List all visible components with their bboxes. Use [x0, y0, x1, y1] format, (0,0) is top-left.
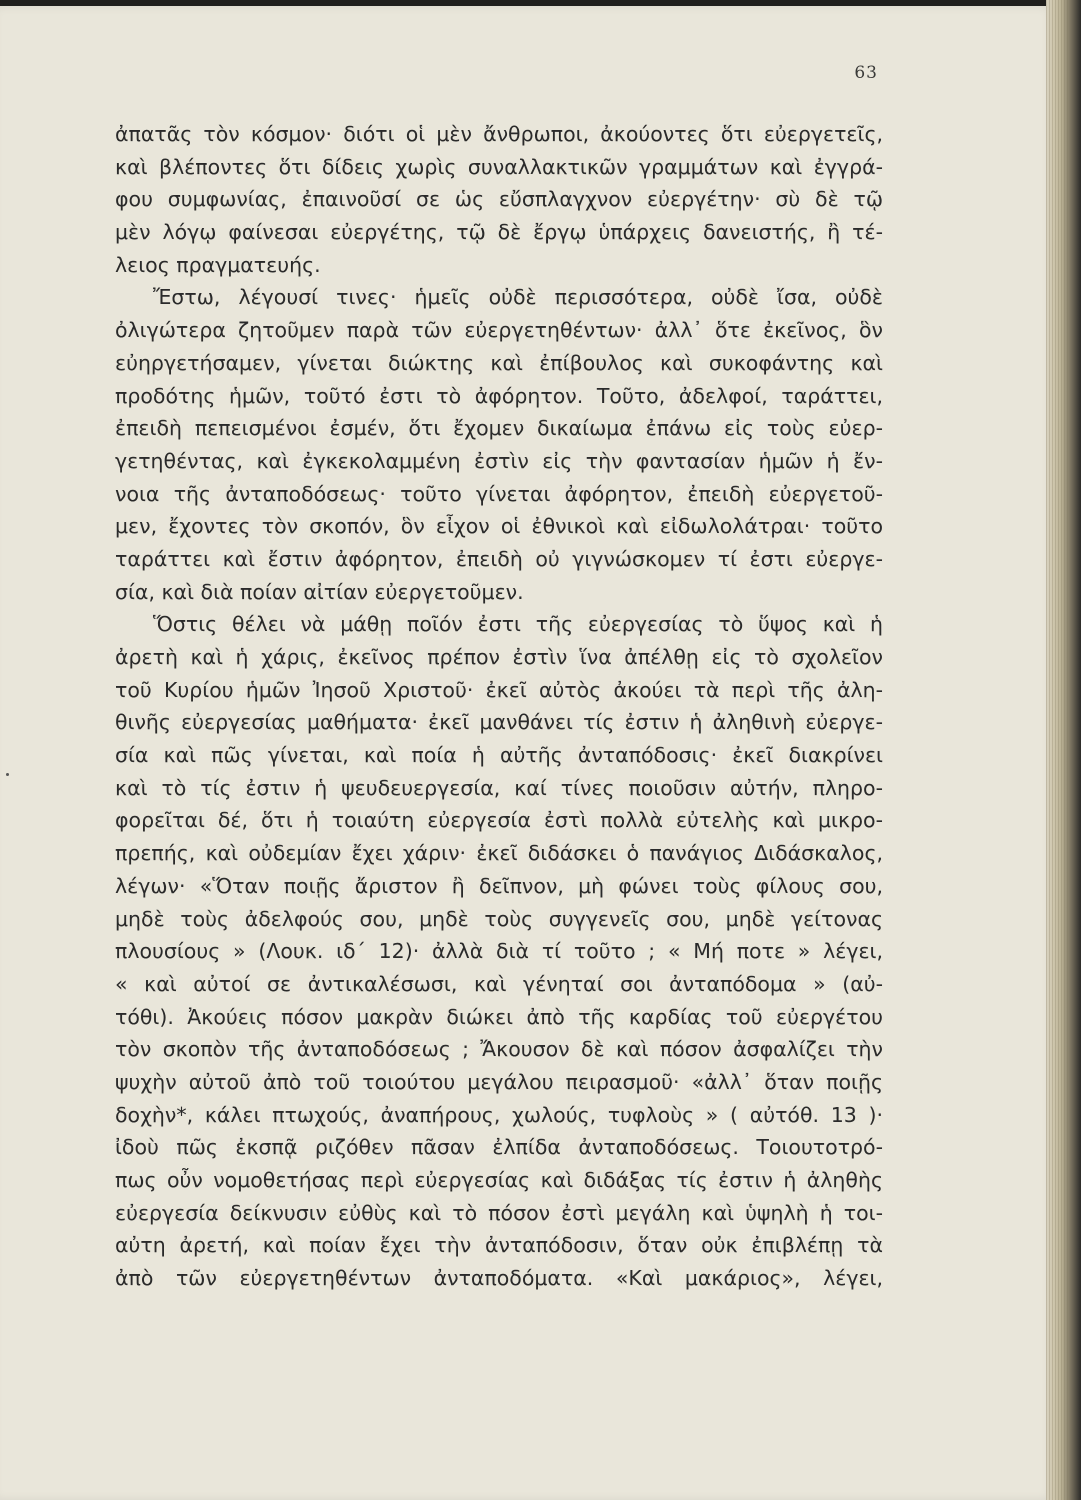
text-line: τοῦ Κυρίου ἡμῶν Ἰησοῦ Χριστοῦ· ἐκεῖ αὐτὸς ἀκούει τὰ περὶ τῆς ἀλη-	[115, 677, 883, 702]
text-line: εὐεργεσία δείκνυσιν εὐθὺς καὶ τὸ πόσον ἐστὶ μεγάλη καὶ ὑψηλὴ ἡ τοι-	[115, 1200, 883, 1225]
text-line: ἀπὸ τῶν εὐεργετηθέντων ἀνταποδόματα. «Καὶ μακάριος», λέγει,	[115, 1266, 883, 1291]
text-line: εὐηργετήσαμεν, γίνεται διώκτης καὶ ἐπίβουλος καὶ συκοφάντης καὶ	[115, 350, 883, 375]
text-line: μηδὲ τοὺς ἀδελφούς σου, μηδὲ τοὺς συγγενεῖς σου, μηδὲ γείτονας	[115, 906, 883, 931]
text-line: σία καὶ πῶς γίνεται, καὶ ποία ἡ αὐτῆς ἀνταπόδοσις· ἐκεῖ διακρίνει	[115, 743, 883, 768]
paragraph-start-line: Ὅστις θέλει νὰ μάθῃ ποῖόν ἐστι τῆς εὐεργεσίας τὸ ὕψος καὶ ἡ	[153, 612, 883, 637]
text-line: νοια τῆς ἀνταποδόσεως· τοῦτο γίνεται ἀφόρητον, ἐπειδὴ εὐεργετοῦ-	[115, 481, 883, 506]
page-number: 63	[854, 63, 878, 83]
text-line: ἐπειδὴ πεπεισμένοι ἐσμέν, ὅτι ἔχομεν δικαίωμα ἐπάνω εἰς τοὺς εὐερ-	[115, 416, 883, 441]
text-line: ἰδοὺ πῶς ἐκσπᾷ ριζόθεν πᾶσαν ἐλπίδα ἀνταποδόσεως. Τοιουτοτρό-	[115, 1135, 883, 1160]
text-line: καὶ τὸ τίς ἐστιν ἡ ψευδευεργεσία, καί τίνες ποιοῦσιν αὐτήν, πληρο-	[115, 775, 883, 800]
text-line: ψυχὴν αὐτοῦ ἀπὸ τοῦ τοιούτου μεγάλου πειρασμοῦ· «ἀλλ᾽ ὅταν ποιῇς	[115, 1069, 883, 1094]
text-line: σία, καὶ διὰ ποίαν αἰτίαν εὐεργετοῦμεν.	[115, 579, 524, 604]
text-line: φου συμφωνίας, ἐπαινοῦσί σε ὡς εὔσπλαγχνον εὐεργέτην· σὺ δὲ τῷ	[115, 187, 883, 212]
text-line: γετηθέντας, καὶ ἐγκεκολαμμένη ἐστὶν εἰς τὴν φαντασίαν ἡμῶν ἡ ἔν-	[115, 448, 883, 473]
text-line: πλουσίους » (Λουκ. ιδ΄ 12)· ἀλλὰ διὰ τί τοῦτο ; « Μή ποτε » λέγει,	[115, 939, 883, 964]
text-line: ταράττει καὶ ἔστιν ἀφόρητον, ἐπειδὴ οὐ γιγνώσκομεν τί ἐστι εὐεργε-	[115, 546, 883, 571]
text-line: λέγων· «Ὅταν ποιῇς ἄριστον ἢ δεῖπνον, μὴ φώνει τοὺς φίλους σου,	[115, 873, 883, 898]
text-line: ἀπατᾶς τὸν κόσμον· διότι οἱ μὲν ἄνθρωποι, ἀκούοντες ὅτι εὐεργετεῖς,	[115, 122, 883, 146]
text-line: αὐτη ἀρετή, καὶ ποίαν ἔχει τὴν ἀνταπόδοσιν, ὅταν οὐκ ἐπιβλέπῃ τὰ	[115, 1233, 883, 1258]
text-line: φορεῖται δέ, ὅτι ἡ τοιαύτη εὐεργεσία ἐστὶ πολλὰ εὐτελὴς καὶ μικρο-	[115, 808, 883, 833]
text-line: θινῆς εὐεργεσίας μαθήματα· ἐκεῖ μανθάνει τίς ἐστιν ἡ ἀληθινὴ εὐεργε-	[115, 710, 883, 735]
scan-speck	[6, 773, 9, 776]
body-text	[115, 118, 883, 1295]
paragraph-start-line: Ἔστω, λέγουσί τινες· ἡμεῖς οὐδὲ περισσότερα, οὐδὲ ἴσα, οὐδὲ	[153, 285, 883, 310]
text-line: τὸν σκοπὸν τῆς ἀνταποδόσεως ; Ἄκουσον δὲ καὶ πόσον ἀσφαλίζει τὴν	[115, 1037, 883, 1062]
text-line: ἀρετὴ καὶ ἡ χάρις, ἐκεῖνος πρέπον ἐστὶν ἵνα ἀπέλθῃ εἰς τὸ σχολεῖον	[115, 645, 883, 669]
text-line: μὲν λόγῳ φαίνεσαι εὐεργέτης, τῷ δὲ ἔργῳ ὑπάρχεις δανειστής, ἢ τέ-	[115, 220, 883, 245]
text-line: μεν, ἔχοντες τὸν σκοπόν, ὃν εἶχον οἱ ἐθνικοὶ καὶ εἰδωλολάτραι· τοῦτο	[115, 514, 883, 539]
text-line: πρεπής, καὶ οὐδεμίαν ἔχει χάριν· ἐκεῖ διδάσκει ὁ πανάγιος Διδάσκαλος,	[115, 841, 883, 866]
text-line: δοχὴν*, κάλει πτωχούς, ἀναπήρους, χωλούς, τυφλοὺς » ( αὐτόθ. 13 )·	[115, 1102, 883, 1127]
text-line: ὀλιγώτερα ζητοῦμεν παρὰ τῶν εὐεργετηθέντων· ἀλλ᾽ ὅτε ἐκεῖνος, ὃν	[115, 318, 883, 343]
text-line: προδότης ἡμῶν, τοῦτό ἐστι τὸ ἀφόρητον. Τοῦτο, ἀδελφοί, ταράττει,	[115, 383, 883, 408]
page-edge-lines	[1046, 0, 1068, 1500]
text-line: λειος πραγματευής.	[115, 252, 321, 277]
text-line: πως οὖν νομοθετήσας περὶ εὐεργεσίας καὶ διδάξας τίς ἐστιν ἡ ἀληθὴς	[115, 1168, 883, 1192]
text-line: καὶ βλέποντες ὅτι δίδεις χωρὶς συναλλακτικῶν γραμμάτων καὶ ἐγγρά-	[115, 154, 883, 179]
text-line: τόθι). Ἀκούεις πόσον μακρὰν διώκει ἀπὸ τῆς καρδίας τοῦ εὐεργέτου	[115, 1004, 883, 1029]
text-line: « καὶ αὐτοί σε ἀντικαλέσωσι, καὶ γένηταί σοι ἀνταπόδομα » (αὐ-	[115, 971, 883, 996]
